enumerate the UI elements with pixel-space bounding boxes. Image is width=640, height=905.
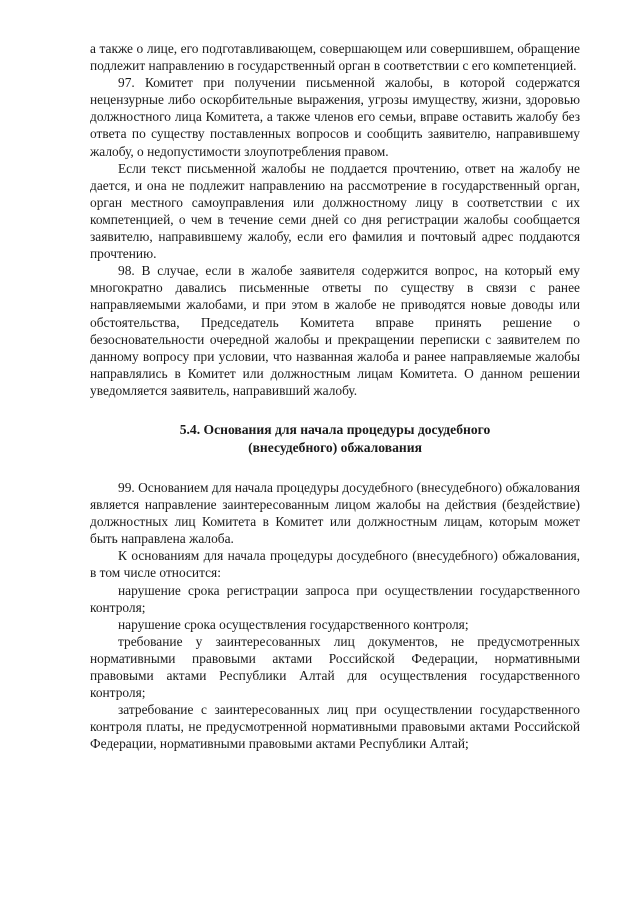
paragraph-grounds-intro: К основаниям для начала процедуры досудебного (внесудебного) обжалования, в том числе относится: [90, 548, 580, 581]
document-page [90, 40, 580, 752]
section-heading-line-2: (внесудебного) обжалования [248, 439, 422, 455]
paragraph-unreadable-complaint: Если текст письменной жалобы не поддается прочтению, ответ на жалобу не дается, и она не подлежит направлению на рассмотрение в государственный орган, орган местного самоуправления или должностному лицу в соответствии с их компетенцией, о чем в течение семи дней со дня регистрации жалобы сообщается заявителю, направившему жалобу, если его фамилия и почтовый адрес поддаются прочтению. [90, 160, 580, 262]
paragraph-continuation: а также о лице, его подготавливающем, совершающем или совершившем, обращение подлежит направлению в государственный орган в соответствии с его компетенцией. [90, 41, 580, 74]
list-item-registration-deadline: нарушение срока регистрации запроса при осуществлении государственного контроля; [90, 582, 580, 615]
section-heading [90, 421, 580, 457]
section-heading-line-1: 5.4. Основания для начала процедуры досудебного [179, 421, 491, 437]
list-item-documents-requirement: требование у заинтересованных лиц документов, не предусмотренных нормативными правовыми актами Российской Федерации, нормативными правовыми актами Республики Алтай для осуществления государственного контроля; [90, 633, 580, 701]
list-item-fee-requirement: затребование с заинтересованных лиц при осуществлении государственного контроля платы, не предусмотренной нормативными правовыми актами Российской Федерации, нормативными правовыми актами Республики Алтай; [90, 702, 580, 752]
paragraph-97: 97. Комитет при получении письменной жалобы, в которой содержатся нецензурные либо оскорбительные выражения, угрозы имуществу, жизни, здоровью должностного лица Комитета, а также членов его семьи, вправе оставить жалобу без ответа по существу поставленных вопросов и сообщить заявителю, направившему жалобу, о недопустимости злоупотребления правом. [90, 75, 580, 159]
paragraph-99: 99. Основанием для начала процедуры досудебного (внесудебного) обжалования является направление заинтересованным лицом жалобы на действия (бездействие) должностных лиц Комитета в Комитет или должностным лицам, которым может быть направлена жалоба. [90, 479, 580, 547]
paragraph-98: 98. В случае, если в жалобе заявителя содержится вопрос, на который ему многократно давались письменные ответы по существу в связи с ранее направляемыми жалобами, и при этом в жалобе не приводятся новые доводы или обстоятельства, Председатель Комитета вправе принять решение о безосновательности очередной жалобы и прекращении переписки с заявителем по данному вопросу при условии, что названная жалоба и ранее направляемые жалобы направлялись в Комитет или должностным лицам Комитета. О данном решении уведомляется заявитель, направивший жалобу. [90, 263, 580, 398]
list-item-control-deadline: нарушение срока осуществления государственного контроля; [118, 616, 469, 632]
